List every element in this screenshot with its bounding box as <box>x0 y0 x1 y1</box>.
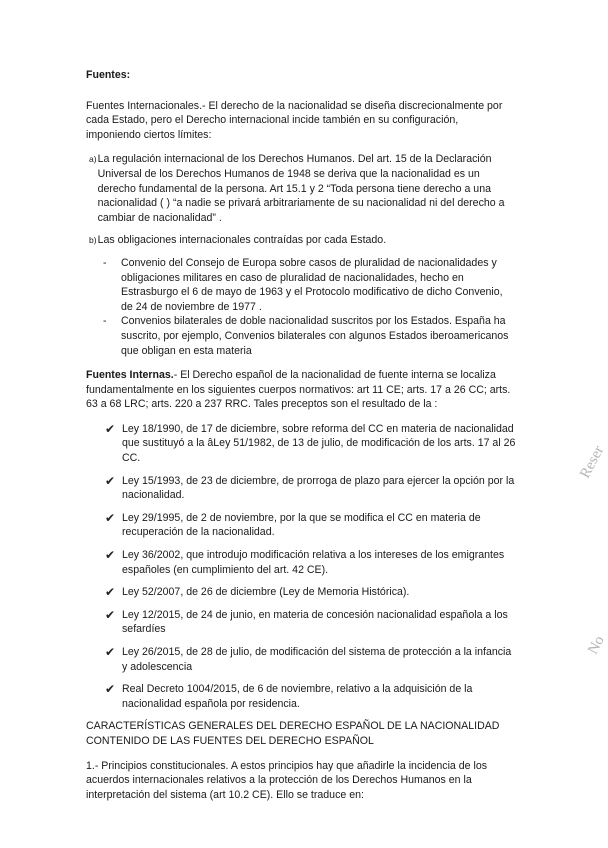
law-text: Ley 12/2015, de 24 de junio, en materia de concesión nacionalidad española a los sefardíes <box>122 608 508 636</box>
checkmark-icon: ✔ <box>105 682 116 697</box>
law-item <box>105 422 517 466</box>
law-text: Ley 52/2007, de 26 de diciembre (Ley de Memoria Histórica). <box>122 586 410 599</box>
dash-bullet: - <box>103 315 107 328</box>
principles-paragraph: 1.- Principios constitucionales. A estos principios hay que añadirle la incidencia de los acuerdos internacionales relativos a la protección de los Derechos Humanos en la interpretación del sistema (art 10.2 CE). Ello se traduce en: <box>86 759 488 801</box>
checkmark-icon: ✔ <box>105 473 116 488</box>
law-text: Ley 15/1993, de 23 de diciembre, de prorroga de plazo para ejercer la opción por la nacionalidad. <box>122 474 515 502</box>
document-body <box>86 68 514 802</box>
checkmark-icon: ✔ <box>105 607 116 622</box>
item-text: Las obligaciones internacionales contraídas por cada Estado. <box>97 234 387 247</box>
checkmark-icon: ✔ <box>105 585 116 600</box>
internal-sources-text: - El Derecho español de la nacionalidad de fuente interna se localiza fundamentalmente en los siguientes cuerpos normativos: art 11 CE; arts. 17 a 26 CC; arts. 63 a 68 LRC; arts. 220 a 237 RRC. Tales preceptos son el resultado de la : <box>86 369 511 411</box>
law-text: Ley 29/1995, de 2 de noviembre, por la que se modifica el CC en materia de recuperación de la nacionalidad. <box>122 511 481 539</box>
law-item <box>105 474 517 503</box>
dash-item <box>103 314 514 358</box>
law-text: Ley 36/2002, que introdujo modificación relativa a los intereses de los emigrantes españoles (en cumplimiento del art. 42 CE). <box>122 549 505 576</box>
characteristics-heading: CARACTERÍSTICAS GENERALES DEL DERECHO ESPAÑOL DE LA NACIONALIDAD CONTENIDO DE LAS FUENTES DEL DERECHO ESPAÑOL <box>86 720 500 747</box>
intl-item-b <box>89 233 514 248</box>
checkmark-icon: ✔ <box>105 510 116 525</box>
checkmark-icon: ✔ <box>105 645 116 659</box>
watermark-text: No <box>585 633 608 658</box>
law-item <box>105 682 517 711</box>
dash-item-text: Convenio del Consejo de Europa sobre casos de pluralidad de nacionalidades y obligaciones militares en caso de pluralidad de nacionalidades, hecho en Estrasburgo el 6 de mayo de 1963 y el Protocolo modificativo de dicho Convenio, de 24 de noviembre de 1977 . <box>121 256 503 313</box>
law-item <box>105 548 517 577</box>
law-item <box>105 511 517 540</box>
international-sources-paragraph: Fuentes Internacionales.- El derecho de la nacionalidad se diseña discrecionalmente por cada Estado, pero el Derecho internacional incide también en su configuración, imponiendo ciertos límites: <box>86 99 503 141</box>
dash-bullet: - <box>103 256 107 269</box>
law-text: Ley 18/1990, de 17 de diciembre, sobre reforma del CC en materia de nacionalidad que sustituyó a la âLey 51/1982, de 13 de julio, de modificación de los arts. 17 al 26 CC. <box>122 422 516 465</box>
law-item <box>105 645 517 674</box>
law-text: Ley 26/2015, de 28 de julio, de modificación del sistema de protección a la infancia y adolescencia <box>122 646 512 673</box>
item-text: La regulación internacional de los Derechos Humanos. Del art. 15 de la Declaración Universal de los Derechos Humanos de 1948 se deriva que la nacionalidad es un derecho fundamental de la persona. Art 15.1 y 2 “Toda persona tiene derecho a una nacionalidad ( ) “a nadie se privará arbitrariamente de su nacionalidad ni del derecho a cambiar de nacionalidad” . <box>97 153 505 224</box>
law-item <box>105 585 517 600</box>
internal-sources-heading: Fuentes Internas. <box>86 369 174 382</box>
law-item <box>105 608 517 637</box>
item-label: a) <box>89 154 97 165</box>
law-text: Real Decreto 1004/2015, de 6 de noviembre, relativo a la adquisición de la nacionalidad española por residencia. <box>122 683 473 710</box>
section-heading: Fuentes: <box>86 69 131 81</box>
checkmark-icon: ✔ <box>105 548 116 563</box>
watermark-text: Reser <box>577 443 608 482</box>
dash-item-text: Convenios bilaterales de doble nacionalidad suscritos por los Estados. España ha suscrito, por ejemplo, Convenios bilaterales con algunos Estados iberoamericanos que obligan en esta materia <box>121 315 509 357</box>
internal-sources-paragraph <box>86 368 514 412</box>
intl-item-a <box>89 152 514 225</box>
dash-item <box>103 256 514 314</box>
checkmark-icon: ✔ <box>105 421 116 436</box>
item-label: b) <box>89 235 97 246</box>
